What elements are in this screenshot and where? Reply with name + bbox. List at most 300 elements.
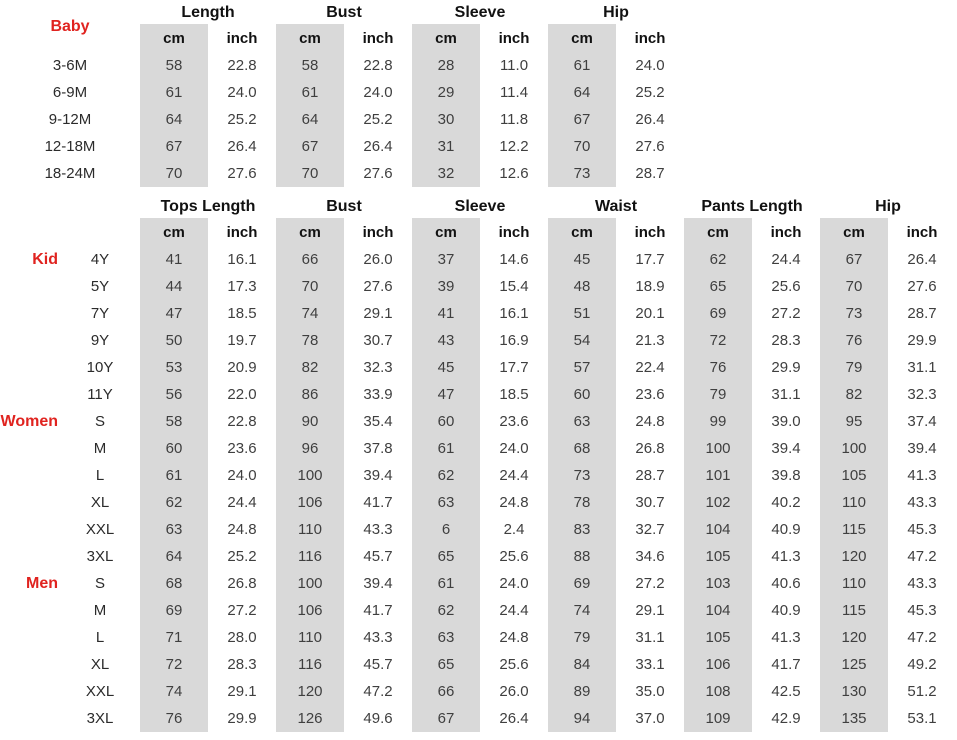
section-label-kid: Kid [32, 250, 58, 268]
value-cell-inch: 47.2 [907, 548, 937, 565]
size-row-label: 4Y [90, 251, 110, 268]
value-cell-inch: 26.0 [499, 683, 529, 700]
table-row [0, 327, 956, 354]
value-cell-cm: 28 [412, 52, 480, 79]
value-cell-inch: 29.1 [363, 305, 393, 322]
value-cell-cm: 61 [140, 79, 208, 106]
section-label-cell [0, 435, 60, 462]
value-cell-cm: 41 [412, 300, 480, 327]
value-cell-inch: 32.7 [635, 521, 665, 538]
unit-header-cm: cm [412, 218, 480, 246]
value-cell-cm: 83 [548, 516, 616, 543]
section-label-cell [0, 678, 60, 705]
value-cell-inch: 25.6 [771, 278, 801, 295]
value-cell-cm: 47 [140, 300, 208, 327]
value-cell-cm: 76 [820, 327, 888, 354]
value-cell-inch: 25.2 [227, 111, 257, 128]
value-cell-inch: 37.8 [363, 440, 393, 457]
table-row [0, 597, 956, 624]
value-cell-inch: 41.7 [363, 602, 393, 619]
value-cell-inch: 39.4 [363, 575, 393, 592]
unit-header-cm: cm [684, 218, 752, 246]
unit-header-inch: inch [634, 223, 666, 241]
value-cell-cm: 90 [276, 408, 344, 435]
value-cell-inch: 18.5 [499, 386, 529, 403]
value-cell-cm: 100 [276, 570, 344, 597]
value-cell-inch: 28.0 [227, 629, 257, 646]
value-cell-inch: 41.7 [363, 494, 393, 511]
size-row-label: L [95, 467, 105, 484]
value-cell-cm: 66 [276, 246, 344, 273]
value-cell-inch: 47.2 [363, 683, 393, 700]
value-cell-inch: 39.4 [363, 467, 393, 484]
value-cell-inch: 40.2 [771, 494, 801, 511]
value-cell-cm: 110 [276, 624, 344, 651]
value-cell-cm: 67 [140, 133, 208, 160]
value-cell-inch: 26.8 [635, 440, 665, 457]
value-cell-inch: 41.3 [771, 548, 801, 565]
section-label-cell [0, 489, 60, 516]
size-row-label: 12-18M [44, 138, 96, 155]
size-row-label: 6-9M [52, 84, 88, 101]
column-group-header: Length [181, 4, 235, 21]
table-row [0, 462, 956, 489]
value-cell-cm: 94 [548, 705, 616, 732]
value-cell-cm: 67 [548, 106, 616, 133]
value-cell-cm: 41 [140, 246, 208, 273]
value-cell-inch: 24.4 [499, 467, 529, 484]
value-cell-inch: 28.3 [227, 656, 257, 673]
value-cell-inch: 42.9 [771, 710, 801, 727]
size-row-label: 3XL [86, 710, 114, 727]
value-cell-cm: 65 [412, 543, 480, 570]
unit-header-inch: inch [770, 223, 802, 241]
kid-women-men-size-table [0, 196, 956, 732]
unit-header-cm: cm [412, 24, 480, 52]
value-cell-inch: 24.0 [227, 84, 257, 101]
value-cell-inch: 43.3 [907, 575, 937, 592]
table-row [0, 300, 956, 327]
value-cell-cm: 54 [548, 327, 616, 354]
value-cell-inch: 40.9 [771, 521, 801, 538]
value-cell-inch: 24.8 [499, 629, 529, 646]
value-cell-inch: 41.7 [771, 656, 801, 673]
table-row [0, 435, 956, 462]
value-cell-inch: 17.7 [635, 251, 665, 268]
value-cell-cm: 70 [548, 133, 616, 160]
unit-header-cm: cm [140, 24, 208, 52]
value-cell-inch: 28.3 [771, 332, 801, 349]
value-cell-inch: 24.0 [499, 440, 529, 457]
value-cell-cm: 125 [820, 651, 888, 678]
value-cell-inch: 11.4 [499, 84, 529, 101]
value-cell-cm: 70 [276, 160, 344, 187]
value-cell-cm: 69 [548, 570, 616, 597]
value-cell-cm: 63 [412, 624, 480, 651]
value-cell-cm: 76 [140, 705, 208, 732]
table-row [0, 273, 956, 300]
value-cell-cm: 63 [140, 516, 208, 543]
value-cell-inch: 19.7 [227, 332, 257, 349]
value-cell-inch: 22.8 [227, 413, 257, 430]
value-cell-inch: 12.6 [499, 165, 529, 182]
value-cell-inch: 29.9 [227, 710, 257, 727]
value-cell-cm: 120 [276, 678, 344, 705]
value-cell-cm: 100 [820, 435, 888, 462]
value-cell-inch: 24.0 [635, 57, 665, 74]
size-row-label: M [93, 440, 107, 457]
size-row-label: 11Y [87, 386, 113, 403]
value-cell-cm: 61 [412, 570, 480, 597]
value-cell-inch: 29.9 [771, 359, 801, 376]
value-cell-inch: 25.6 [499, 656, 529, 673]
value-cell-inch: 26.4 [363, 138, 393, 155]
section-label-cell [0, 246, 60, 273]
value-cell-inch: 27.6 [363, 165, 393, 182]
value-cell-inch: 49.6 [363, 710, 393, 727]
value-cell-cm: 66 [412, 678, 480, 705]
value-cell-cm: 64 [548, 79, 616, 106]
value-cell-cm: 74 [548, 597, 616, 624]
value-cell-cm: 89 [548, 678, 616, 705]
value-cell-cm: 135 [820, 705, 888, 732]
table-row [0, 705, 956, 732]
value-cell-inch: 31.1 [907, 359, 937, 376]
value-cell-cm: 96 [276, 435, 344, 462]
value-cell-inch: 32.3 [363, 359, 393, 376]
value-cell-inch: 17.3 [227, 278, 257, 295]
value-cell-cm: 29 [412, 79, 480, 106]
unit-header-inch: inch [362, 29, 394, 47]
value-cell-cm: 62 [140, 489, 208, 516]
value-cell-cm: 108 [684, 678, 752, 705]
size-row-label: XXL [85, 683, 115, 700]
value-cell-cm: 45 [412, 354, 480, 381]
value-cell-inch: 25.2 [227, 548, 257, 565]
value-cell-cm: 61 [276, 79, 344, 106]
value-cell-cm: 106 [276, 489, 344, 516]
value-cell-cm: 72 [684, 327, 752, 354]
table-row [0, 160, 684, 187]
value-cell-inch: 27.6 [635, 138, 665, 155]
value-cell-inch: 23.6 [227, 440, 257, 457]
table-row [0, 624, 956, 651]
value-cell-cm: 68 [140, 570, 208, 597]
value-cell-inch: 35.4 [363, 413, 393, 430]
value-cell-inch: 34.6 [635, 548, 665, 565]
value-cell-cm: 70 [820, 273, 888, 300]
value-cell-cm: 102 [684, 489, 752, 516]
value-cell-inch: 27.2 [635, 575, 665, 592]
unit-header-inch: inch [498, 29, 530, 47]
value-cell-inch: 25.2 [363, 111, 393, 128]
value-cell-cm: 58 [140, 52, 208, 79]
value-cell-inch: 14.6 [499, 251, 529, 268]
value-cell-inch: 24.8 [227, 521, 257, 538]
table-row [0, 516, 956, 543]
value-cell-cm: 73 [548, 160, 616, 187]
value-cell-cm: 82 [276, 354, 344, 381]
value-cell-cm: 67 [820, 246, 888, 273]
value-cell-cm: 104 [684, 516, 752, 543]
section-label-cell [0, 516, 60, 543]
value-cell-cm: 43 [412, 327, 480, 354]
table-row [0, 381, 956, 408]
column-group-header: Sleeve [454, 4, 506, 21]
value-cell-cm: 45 [548, 246, 616, 273]
value-cell-cm: 60 [140, 435, 208, 462]
value-cell-cm: 105 [684, 624, 752, 651]
value-cell-cm: 110 [820, 570, 888, 597]
table-row [0, 79, 684, 106]
value-cell-cm: 79 [820, 354, 888, 381]
value-cell-cm: 88 [548, 543, 616, 570]
value-cell-inch: 22.4 [635, 359, 665, 376]
value-cell-inch: 42.5 [771, 683, 801, 700]
baby-size-table [0, 2, 684, 187]
value-cell-cm: 104 [684, 597, 752, 624]
value-cell-cm: 84 [548, 651, 616, 678]
value-cell-inch: 18.9 [635, 278, 665, 295]
value-cell-inch: 27.6 [363, 278, 393, 295]
section-label-cell [0, 273, 60, 300]
table-row [0, 106, 684, 133]
table-row [0, 246, 956, 273]
column-group-header: Tops Length [160, 198, 256, 215]
value-cell-inch: 43.3 [363, 521, 393, 538]
section-label-cell [0, 408, 60, 435]
value-cell-cm: 56 [140, 381, 208, 408]
value-cell-cm: 126 [276, 705, 344, 732]
value-cell-inch: 39.8 [771, 467, 801, 484]
table-corner-spacer [0, 218, 140, 246]
unit-header-row [0, 218, 956, 246]
value-cell-inch: 24.4 [499, 602, 529, 619]
value-cell-cm: 78 [276, 327, 344, 354]
value-cell-inch: 47.2 [907, 629, 937, 646]
value-cell-inch: 45.3 [907, 521, 937, 538]
group-header-row [0, 2, 684, 24]
unit-header-inch: inch [362, 223, 394, 241]
value-cell-cm: 70 [140, 160, 208, 187]
table-corner [0, 196, 140, 218]
group-header-row [0, 196, 956, 218]
value-cell-inch: 30.7 [635, 494, 665, 511]
value-cell-cm: 115 [820, 597, 888, 624]
value-cell-cm: 47 [412, 381, 480, 408]
size-row-label: 7Y [90, 305, 110, 322]
value-cell-inch: 22.8 [363, 57, 393, 74]
value-cell-inch: 33.1 [635, 656, 665, 673]
size-row-label: 3-6M [52, 57, 88, 74]
table-row [0, 354, 956, 381]
value-cell-cm: 116 [276, 651, 344, 678]
value-cell-inch: 26.4 [227, 138, 257, 155]
value-cell-cm: 110 [276, 516, 344, 543]
value-cell-inch: 29.1 [635, 602, 665, 619]
value-cell-cm: 74 [140, 678, 208, 705]
value-cell-cm: 109 [684, 705, 752, 732]
value-cell-inch: 24.0 [227, 467, 257, 484]
value-cell-cm: 64 [140, 543, 208, 570]
value-cell-cm: 82 [820, 381, 888, 408]
value-cell-cm: 79 [684, 381, 752, 408]
column-group-header: Hip [875, 198, 901, 215]
value-cell-cm: 72 [140, 651, 208, 678]
table-row [0, 52, 684, 79]
column-group-header: Hip [603, 4, 629, 21]
section-label-cell [0, 462, 60, 489]
value-cell-cm: 130 [820, 678, 888, 705]
table-row [0, 543, 956, 570]
value-cell-inch: 16.9 [499, 332, 529, 349]
value-cell-inch: 24.4 [227, 494, 257, 511]
value-cell-inch: 43.3 [363, 629, 393, 646]
value-cell-cm: 31 [412, 133, 480, 160]
section-label-cell [0, 300, 60, 327]
column-group-header: Bust [326, 198, 362, 215]
value-cell-inch: 33.9 [363, 386, 393, 403]
table-row [0, 678, 956, 705]
value-cell-cm: 64 [140, 106, 208, 133]
value-cell-inch: 27.6 [227, 165, 257, 182]
unit-header-cm: cm [276, 218, 344, 246]
value-cell-cm: 51 [548, 300, 616, 327]
value-cell-cm: 120 [820, 624, 888, 651]
value-cell-inch: 17.7 [499, 359, 529, 376]
section-label-cell [0, 543, 60, 570]
value-cell-inch: 28.7 [635, 467, 665, 484]
value-cell-cm: 105 [684, 543, 752, 570]
value-cell-inch: 11.8 [499, 111, 529, 128]
value-cell-inch: 24.4 [771, 251, 801, 268]
unit-header-cm: cm [548, 218, 616, 246]
value-cell-cm: 71 [140, 624, 208, 651]
value-cell-inch: 29.9 [907, 332, 937, 349]
value-cell-cm: 30 [412, 106, 480, 133]
value-cell-cm: 99 [684, 408, 752, 435]
value-cell-cm: 110 [820, 489, 888, 516]
unit-header-inch: inch [226, 29, 258, 47]
value-cell-cm: 100 [276, 462, 344, 489]
value-cell-inch: 12.2 [499, 138, 529, 155]
value-cell-cm: 101 [684, 462, 752, 489]
size-row-label: S [94, 413, 105, 430]
value-cell-cm: 69 [684, 300, 752, 327]
section-label-cell [0, 570, 60, 597]
size-row-label: L [95, 629, 105, 646]
value-cell-inch: 26.4 [907, 251, 937, 268]
value-cell-cm: 86 [276, 381, 344, 408]
size-row-label: 9Y [90, 332, 110, 349]
value-cell-cm: 106 [684, 651, 752, 678]
value-cell-inch: 43.3 [907, 494, 937, 511]
value-cell-cm: 116 [276, 543, 344, 570]
value-cell-inch: 27.6 [907, 278, 937, 295]
value-cell-cm: 61 [412, 435, 480, 462]
table-row [0, 570, 956, 597]
value-cell-inch: 26.4 [635, 111, 665, 128]
value-cell-inch: 28.7 [907, 305, 937, 322]
value-cell-cm: 50 [140, 327, 208, 354]
value-cell-inch: 29.1 [227, 683, 257, 700]
table-row [0, 489, 956, 516]
value-cell-inch: 45.7 [363, 656, 393, 673]
size-row-label: 3XL [86, 548, 114, 565]
unit-header-inch: inch [634, 29, 666, 47]
value-cell-inch: 16.1 [227, 251, 257, 268]
value-cell-cm: 61 [140, 462, 208, 489]
unit-header-cm: cm [140, 218, 208, 246]
section-label-baby: Baby [50, 18, 90, 35]
value-cell-inch: 15.4 [499, 278, 529, 295]
value-cell-inch: 20.1 [635, 305, 665, 322]
value-cell-cm: 115 [820, 516, 888, 543]
table-row [0, 133, 684, 160]
value-cell-cm: 100 [684, 435, 752, 462]
value-cell-cm: 63 [412, 489, 480, 516]
value-cell-inch: 23.6 [635, 386, 665, 403]
section-label-cell [0, 624, 60, 651]
value-cell-cm: 73 [820, 300, 888, 327]
value-cell-inch: 24.8 [635, 413, 665, 430]
section-label-cell [0, 381, 60, 408]
value-cell-inch: 37.4 [907, 413, 937, 430]
value-cell-inch: 11.0 [499, 57, 529, 74]
value-cell-cm: 67 [276, 133, 344, 160]
section-label-cell [0, 705, 60, 732]
value-cell-inch: 16.1 [499, 305, 529, 322]
value-cell-inch: 31.1 [635, 629, 665, 646]
value-cell-cm: 70 [276, 273, 344, 300]
unit-header-cm: cm [276, 24, 344, 52]
value-cell-inch: 45.7 [363, 548, 393, 565]
value-cell-cm: 103 [684, 570, 752, 597]
value-cell-cm: 79 [548, 624, 616, 651]
value-cell-inch: 35.0 [635, 683, 665, 700]
value-cell-cm: 74 [276, 300, 344, 327]
table-row [0, 651, 956, 678]
unit-header-cm: cm [548, 24, 616, 52]
value-cell-inch: 24.0 [363, 84, 393, 101]
value-cell-cm: 65 [412, 651, 480, 678]
value-cell-cm: 61 [548, 52, 616, 79]
value-cell-inch: 28.7 [635, 165, 665, 182]
value-cell-cm: 62 [412, 597, 480, 624]
value-cell-inch: 40.6 [771, 575, 801, 592]
value-cell-cm: 39 [412, 273, 480, 300]
section-label-cell [0, 327, 60, 354]
value-cell-inch: 39.4 [907, 440, 937, 457]
unit-header-inch: inch [226, 223, 258, 241]
value-cell-inch: 27.2 [771, 305, 801, 322]
size-row-label: 10Y [86, 359, 114, 376]
value-cell-inch: 18.5 [227, 305, 257, 322]
value-cell-inch: 32.3 [907, 386, 937, 403]
size-row-label: 9-12M [48, 111, 92, 128]
value-cell-cm: 48 [548, 273, 616, 300]
value-cell-inch: 31.1 [771, 386, 801, 403]
value-cell-cm: 62 [684, 246, 752, 273]
value-cell-inch: 39.4 [771, 440, 801, 457]
value-cell-inch: 53.1 [907, 710, 937, 727]
value-cell-inch: 40.9 [771, 602, 801, 619]
value-cell-inch: 41.3 [907, 467, 937, 484]
value-cell-inch: 39.0 [771, 413, 801, 430]
value-cell-cm: 53 [140, 354, 208, 381]
value-cell-cm: 58 [140, 408, 208, 435]
unit-header-inch: inch [498, 223, 530, 241]
